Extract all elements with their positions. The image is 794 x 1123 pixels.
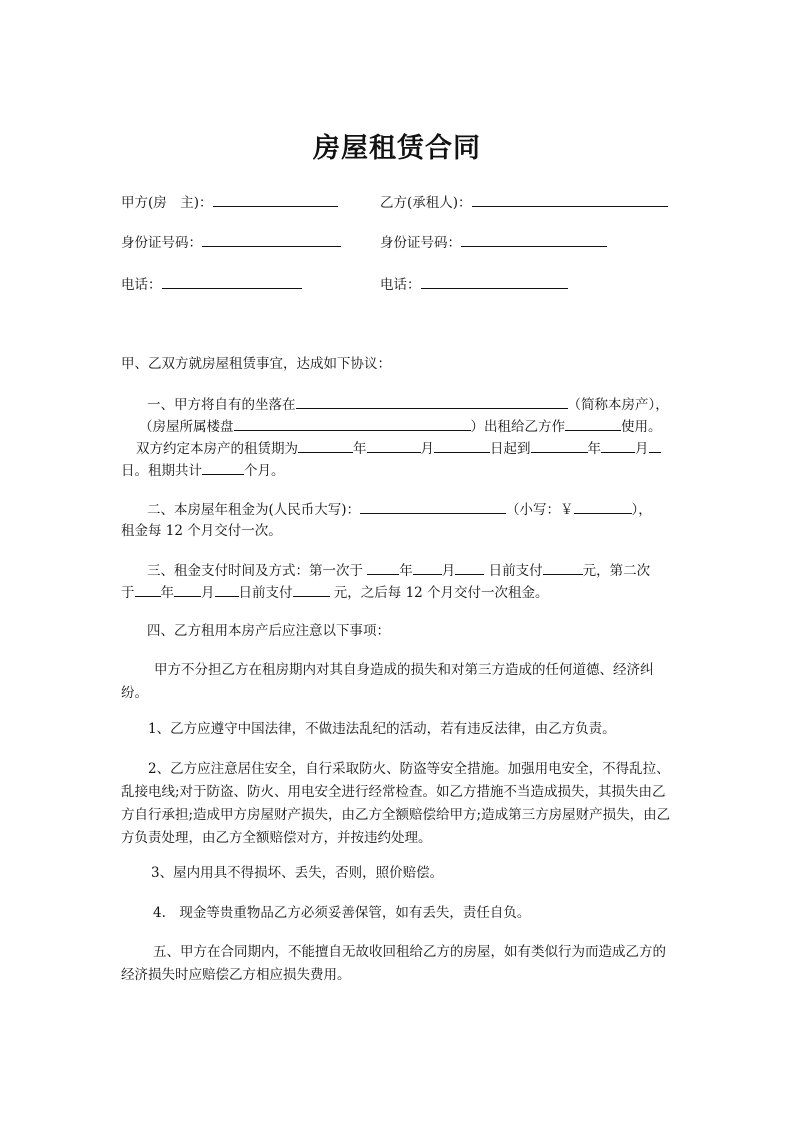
- tenant-phone-label: 电话：: [380, 277, 421, 293]
- clause1-text: 个月。: [244, 463, 285, 479]
- clause1-text: 年: [353, 441, 367, 457]
- clause3-text: 元，之后每 12 个月交付一次租金。: [333, 585, 549, 601]
- tenant-phone-blank[interactable]: [421, 274, 568, 289]
- clause5-text: 五、甲方在合同期内，不能擅自无故收回租给乙方的房屋，如有类似行为而造成乙方的经济损失时应赔偿乙方相应损失费用。: [121, 944, 666, 983]
- end-day-blank[interactable]: [649, 438, 661, 453]
- start-year-blank[interactable]: [298, 438, 353, 453]
- start-month-blank[interactable]: [367, 438, 421, 453]
- clause3-text: 月: [201, 585, 215, 601]
- clause4-item-2: 2、乙方应注意居住安全，自行采取防火、防盗等安全措施。加强用电安全，不得乱拉、乱接电线;对于防盗、防火、用电安全进行经常检查。如乙方措施不当造成损失，其损失由乙方自行承担;造成甲方房屋财产损失，由乙方全额赔偿给甲方;造成第三方房屋财产损失，由乙方负责处理，由乙方全额赔偿对方，并按违约处理。: [121, 761, 671, 846]
- rent-lower-blank[interactable]: [574, 499, 632, 514]
- clause2-text: 二、本房屋年租金为(人民币大写)：: [147, 502, 361, 518]
- lease-months-blank[interactable]: [202, 460, 244, 475]
- clause1-line1: [147, 394, 669, 415]
- landlord-id-label: 身份证号码：: [121, 235, 202, 251]
- tenant-id-blank[interactable]: [461, 232, 607, 247]
- clause1-line4: [121, 460, 285, 481]
- first-pay-year-blank[interactable]: [367, 560, 399, 575]
- tenant-id-line: [380, 232, 607, 253]
- landlord-label: 甲方(房 主)：: [121, 195, 213, 211]
- document-title: 房屋租赁合同: [313, 133, 481, 164]
- landlord-id-line: [121, 232, 341, 253]
- clause1-text: 双方约定本房产的租赁期为: [136, 441, 298, 457]
- clause3-text: 三、租金支付时间及方式：第一次于: [147, 563, 363, 579]
- second-pay-year-blank[interactable]: [135, 582, 161, 597]
- clause5-paragraph: [121, 941, 677, 987]
- clause2-line1: [147, 499, 652, 520]
- property-address-blank[interactable]: [296, 394, 568, 409]
- usage-blank[interactable]: [565, 416, 621, 431]
- clause4-paragraph: [121, 718, 677, 741]
- clause4-item-3: 3、屋内用具不得损坏、丢失，否则，照价赔偿。: [151, 865, 444, 881]
- clause4-item-4: 4. 现金等贵重物品乙方必须妥善保管，如有丢失，责任自负。: [153, 905, 531, 921]
- second-pay-amount-blank[interactable]: [293, 582, 330, 597]
- tenant-name-blank[interactable]: [472, 192, 668, 207]
- first-pay-day-blank[interactable]: [455, 560, 484, 575]
- clause1-text: ）出租给乙方作: [470, 419, 565, 435]
- clause2-text: ），: [631, 502, 652, 518]
- clause3-text: 元，第二次: [582, 563, 651, 579]
- clause3-text: 于: [121, 585, 135, 601]
- clause3-text: 月: [441, 563, 456, 579]
- building-name-blank[interactable]: [234, 416, 471, 431]
- clause4-paragraph: [121, 659, 677, 705]
- clause1-text: （房屋所属楼盘: [139, 419, 234, 435]
- clause4-paragraph: [121, 758, 677, 850]
- landlord-phone-line: [121, 274, 302, 295]
- tenant-id-label: 身份证号码：: [380, 235, 461, 251]
- clause4-paragraph: [121, 902, 677, 925]
- clause3-line1: [147, 560, 650, 581]
- second-pay-day-blank[interactable]: [215, 582, 239, 597]
- end-month-blank[interactable]: [601, 438, 635, 453]
- clause1-text: 日。租期共计: [121, 463, 202, 479]
- end-year-blank[interactable]: [531, 438, 588, 453]
- clause3-text: 年: [160, 585, 174, 601]
- clause3-text: 日前支付: [238, 585, 293, 601]
- clause1-text: 月: [420, 441, 434, 457]
- landlord-phone-blank[interactable]: [162, 274, 302, 289]
- second-pay-month-blank[interactable]: [174, 582, 201, 597]
- landlord-line: [121, 192, 338, 213]
- clause3-text: 年: [399, 563, 413, 579]
- clause4-disclaimer: 甲方不分担乙方在租房期内对其自身造成的损失和对第三方造成的任何道德、经济纠纷。: [121, 662, 654, 701]
- clause2-line2: 租金每 12 个月交付一次。: [121, 523, 282, 539]
- tenant-line: [380, 192, 668, 213]
- first-pay-amount-blank[interactable]: [543, 560, 583, 575]
- clause4-paragraph: [121, 862, 677, 885]
- clause1-text: 日起到: [490, 441, 531, 457]
- clause1-text: 月: [635, 441, 649, 457]
- clause4-heading: 四、乙方租用本房产后应注意以下事项：: [147, 623, 390, 639]
- clause3-line2: [121, 582, 549, 603]
- clause1-text: （简称本房产），: [567, 397, 669, 413]
- clause1-text: 年: [587, 441, 601, 457]
- clause3-text: 日前支付: [488, 563, 543, 579]
- start-day-blank[interactable]: [434, 438, 490, 453]
- clause1-text: 使用。: [621, 419, 662, 435]
- landlord-name-blank[interactable]: [213, 192, 338, 207]
- landlord-phone-label: 电话：: [121, 277, 162, 293]
- clause1-line2: [139, 416, 662, 437]
- landlord-id-blank[interactable]: [202, 232, 341, 247]
- tenant-label: 乙方(承租人)：: [380, 195, 472, 211]
- first-pay-month-blank[interactable]: [413, 560, 442, 575]
- clause1-line3: [136, 438, 661, 459]
- rent-upper-blank[interactable]: [360, 499, 506, 514]
- clause2-text: （小写：￥: [506, 502, 574, 518]
- clause4-item-1: 1、乙方应遵守中国法律，不做违法乱纪的活动，若有违反法律，由乙方负责。: [148, 721, 616, 737]
- tenant-phone-line: [380, 274, 568, 295]
- clause1-text: 一、甲方将自有的坐落在: [147, 397, 296, 413]
- intro-text: 甲、乙双方就房屋租赁事宜，达成如下协议：: [121, 356, 391, 372]
